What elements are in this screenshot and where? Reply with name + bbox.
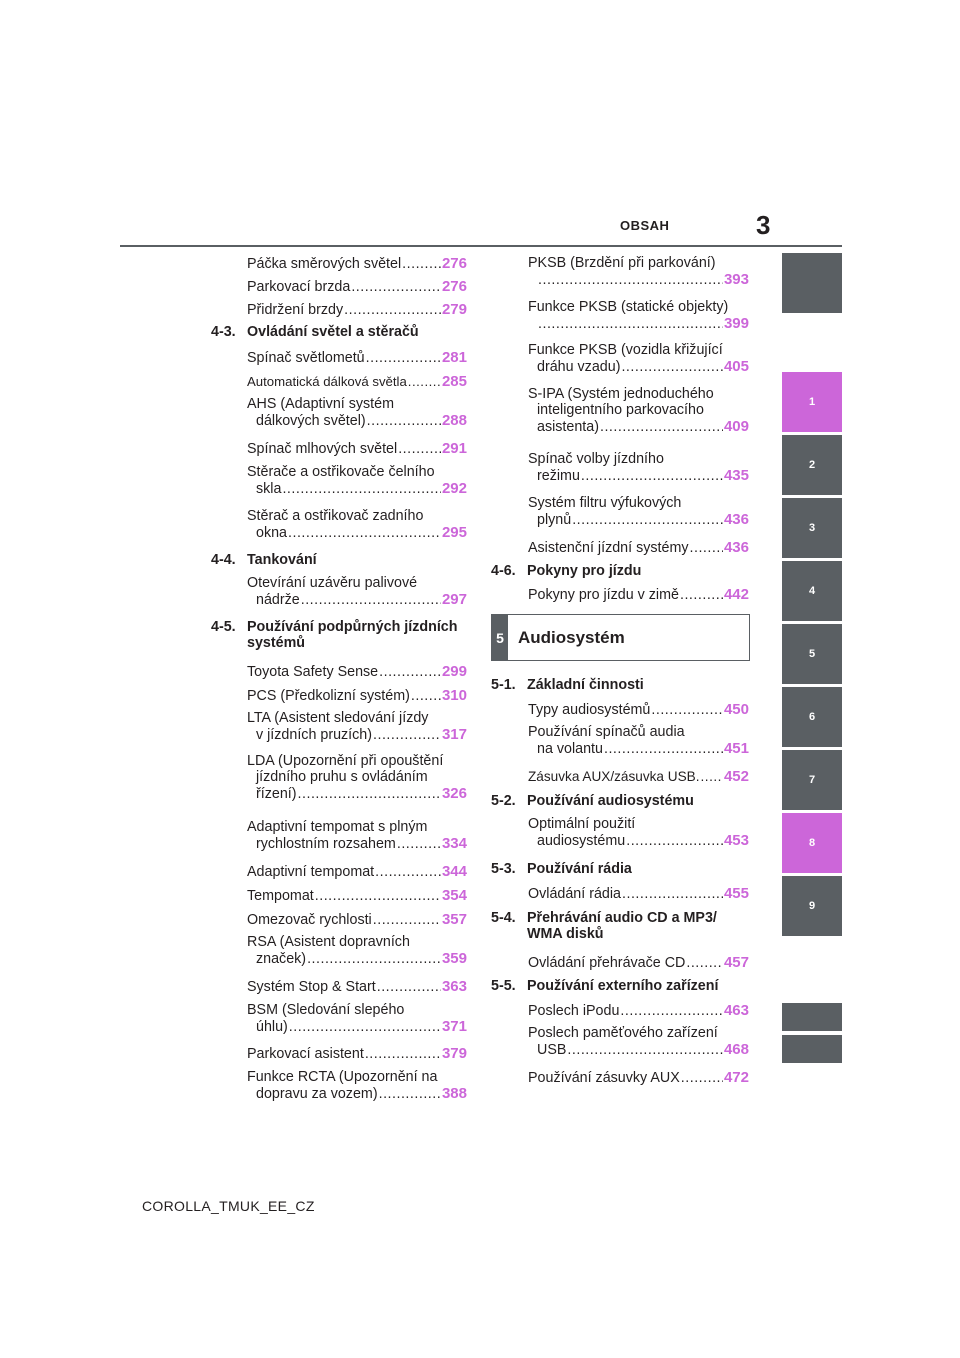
page-link[interactable]: 436 (723, 511, 749, 528)
running-header-title: OBSAH (620, 218, 670, 233)
toc-entry[interactable]: Ovládání rádia ..... 455 (528, 885, 749, 910)
page-link[interactable]: 276 (441, 278, 467, 295)
toc-entry[interactable]: Systém filtru výfukových plynů ..... 436 (528, 495, 749, 539)
toc-entry[interactable]: Používání zásuvky AUX ..... 472 (528, 1069, 749, 1093)
toc-entry[interactable]: PKSB (Brzdění při parkování) ..... 393 (528, 255, 749, 299)
page-link[interactable]: 344 (441, 863, 467, 880)
page-link[interactable]: 457 (723, 954, 749, 971)
toc-entry[interactable]: AHS (Adaptivní systém dálkových světel) ..... 288 (247, 396, 467, 440)
toc-entry[interactable]: BSM (Sledování slepého úhlu) ..... 371 (247, 1002, 467, 1045)
toc-entry[interactable]: Adaptivní tempomat s plným rychlostním rozsahem ..... 334 (247, 819, 467, 863)
page-link[interactable]: 463 (723, 1002, 749, 1019)
toc-right-column (491, 255, 749, 610)
toc-entry[interactable]: Systém Stop & Start ..... 363 (247, 978, 467, 1002)
chapter-tab-6[interactable]: 6 (782, 687, 842, 747)
page-link[interactable]: 276 (441, 255, 467, 272)
toc-entry[interactable]: Spínač volby jízdního režimu ..... 435 (528, 451, 749, 495)
page-link[interactable]: 409 (723, 418, 749, 435)
chapter-tab-blank-a[interactable] (782, 1003, 842, 1031)
page-link[interactable]: 334 (441, 835, 467, 852)
toc-entry[interactable]: Funkce PKSB (statické objekty) ..... 399 (528, 299, 749, 342)
toc-entry[interactable]: LTA (Asistent sledování jízdy v jízdních pruzích) ..... 317 (247, 710, 467, 753)
chapter-tab-8[interactable]: 8 (782, 813, 842, 873)
toc-entry[interactable]: Omezovač rychlosti ..... 357 (247, 911, 467, 934)
toc-entry[interactable]: Funkce RCTA (Upozornění na dopravu za vozem) ..... 388 (247, 1069, 467, 1113)
toc-entry[interactable]: Otevírání uzávěru palivové nádrže ..... 297 (247, 575, 467, 619)
section-heading: 5-4. Přehrávání audio CD a MP3/ WMA disků (491, 910, 717, 942)
page-link[interactable]: 288 (441, 412, 467, 429)
toc-right-column-lower (491, 677, 749, 1093)
toc-entry[interactable]: PCS (Předkolizní systém) ..... 310 (247, 687, 467, 710)
page-link[interactable]: 472 (723, 1069, 749, 1086)
page-link[interactable]: 436 (723, 539, 749, 556)
page-link[interactable]: 399 (723, 315, 749, 332)
toc-entry[interactable]: Optimální použití audiosystému ..... 453 (528, 816, 749, 861)
toc-entry[interactable]: Stěrače a ostřikovače čelního skla ..... 292 (247, 464, 467, 508)
toc-entry[interactable]: Poslech iPodu ..... 463 (528, 1002, 749, 1025)
page-number: 3 (756, 210, 771, 240)
toc-entry[interactable]: Toyota Safety Sense ..... 299 (247, 663, 467, 687)
page-link[interactable]: 450 (723, 701, 749, 718)
chapter-tab-2[interactable]: 2 (782, 435, 842, 495)
page-link[interactable]: 453 (723, 832, 749, 849)
chapter-tab-9[interactable]: 9 (782, 876, 842, 936)
toc-entry[interactable]: Přidržení brzdy ..... 279 (247, 301, 467, 324)
section-heading: 5-1. Základní činnosti (491, 677, 644, 693)
toc-entry[interactable]: Parkovací asistent ..... 379 (247, 1045, 467, 1069)
page-link[interactable]: 468 (723, 1041, 749, 1058)
page-link[interactable]: 455 (723, 885, 749, 902)
toc-entry[interactable]: Automatická dálková světla ..... 285 (247, 373, 467, 396)
toc-entry[interactable]: Tempomat ..... 354 (247, 887, 467, 911)
page-link[interactable]: 371 (441, 1018, 467, 1035)
chapter-heading-box[interactable] (491, 614, 750, 661)
section-heading: 5-5. Používání externího zařízení (491, 978, 719, 994)
page-link[interactable]: 297 (441, 591, 467, 608)
section-heading: 5-2. Používání audiosystému (491, 793, 694, 809)
page-link[interactable]: 281 (441, 349, 467, 366)
chapter-tab-5[interactable]: 5 (782, 624, 842, 684)
chapter-tab-blank-top[interactable] (782, 253, 842, 313)
page-link[interactable]: 451 (723, 740, 749, 757)
page-link[interactable]: 393 (723, 271, 749, 288)
header-divider (120, 245, 842, 247)
page-link[interactable]: 279 (441, 301, 467, 318)
toc-entry[interactable]: Páčka směrových světel ..... 276 (247, 255, 467, 278)
toc-entry[interactable]: Parkovací brzda ..... 276 (247, 278, 467, 301)
chapter-tab-4[interactable]: 4 (782, 561, 842, 621)
chapter-tab-7[interactable]: 7 (782, 750, 842, 810)
chapter-tab-blank-b[interactable] (782, 1035, 842, 1063)
toc-entry[interactable]: S-IPA (Systém jednoduchého inteligentního parkovacího asistenta) ..... 409 (528, 386, 749, 451)
page-link[interactable]: 357 (441, 911, 467, 928)
page-link[interactable]: 452 (723, 768, 749, 785)
toc-entry[interactable]: Pokyny pro jízdu v zimě ..... 442 (528, 586, 749, 610)
toc-entry[interactable]: RSA (Asistent dopravních značek) ..... 359 (247, 934, 467, 978)
toc-entry[interactable]: Funkce PKSB (vozidla křižující dráhu vzadu) ..... 405 (528, 342, 749, 386)
page-link[interactable]: 299 (441, 663, 467, 680)
toc-left-column (211, 255, 467, 1113)
toc-entry[interactable]: Používání spínačů audia na volantu ..... 451 (528, 724, 749, 768)
page-link[interactable]: 326 (441, 785, 467, 802)
page-link[interactable]: 317 (441, 726, 467, 743)
page-link[interactable]: 354 (441, 887, 467, 904)
toc-entry[interactable]: Asistenční jízdní systémy ..... 436 (528, 539, 749, 563)
page-link[interactable]: 310 (441, 687, 467, 704)
page-link[interactable]: 405 (723, 358, 749, 375)
document-footer: COROLLA_TMUK_EE_CZ (142, 1198, 315, 1214)
toc-entry[interactable]: Poslech paměťového zařízení USB ..... 468 (528, 1025, 749, 1069)
page-link[interactable]: 291 (441, 440, 467, 457)
toc-entry[interactable]: LDA (Upozornění při opouštění jízdního pruhu s ovládáním řízení) ..... 326 (247, 753, 467, 819)
page-link[interactable]: 359 (441, 950, 467, 967)
toc-entry[interactable]: Ovládání přehrávače CD ..... 457 (528, 954, 749, 978)
chapter-title: Audiosystém (518, 627, 625, 647)
toc-entry[interactable]: Spínač světlometů ..... 281 (247, 349, 467, 373)
page-link[interactable]: 442 (723, 586, 749, 603)
section-heading: 4-5. Používání podpůrných jízdních systémů (211, 619, 458, 651)
section-heading: 4-3. Ovládání světel a stěračů (211, 324, 419, 340)
chapter-number-badge: 5 (492, 615, 508, 660)
section-heading: 5-3. Používání rádia (491, 861, 632, 877)
page-link[interactable]: 285 (441, 373, 467, 390)
toc-entry[interactable]: Zásuvka AUX/zásuvka USB. ..... 452 (528, 768, 749, 793)
section-heading: 4-4. Tankování (211, 552, 317, 568)
toc-entry[interactable]: Typy audiosystémů ..... 450 (528, 701, 749, 724)
section-heading: 4-6. Pokyny pro jízdu (491, 563, 642, 579)
chapter-tab-3[interactable]: 3 (782, 498, 842, 558)
page-link[interactable]: 388 (441, 1085, 467, 1102)
page-link[interactable]: 435 (723, 467, 749, 484)
page-link[interactable]: 363 (441, 978, 467, 995)
toc-entry[interactable]: Spínač mlhových světel ..... 291 (247, 440, 467, 464)
page-link[interactable]: 295 (441, 524, 467, 541)
toc-entry[interactable]: Adaptivní tempomat ..... 344 (247, 863, 467, 887)
chapter-tab-1[interactable]: 1 (782, 372, 842, 432)
toc-entry[interactable]: Stěrač a ostřikovač zadního okna ..... 295 (247, 508, 467, 552)
page-link[interactable]: 292 (441, 480, 467, 497)
page-link[interactable]: 379 (441, 1045, 467, 1062)
